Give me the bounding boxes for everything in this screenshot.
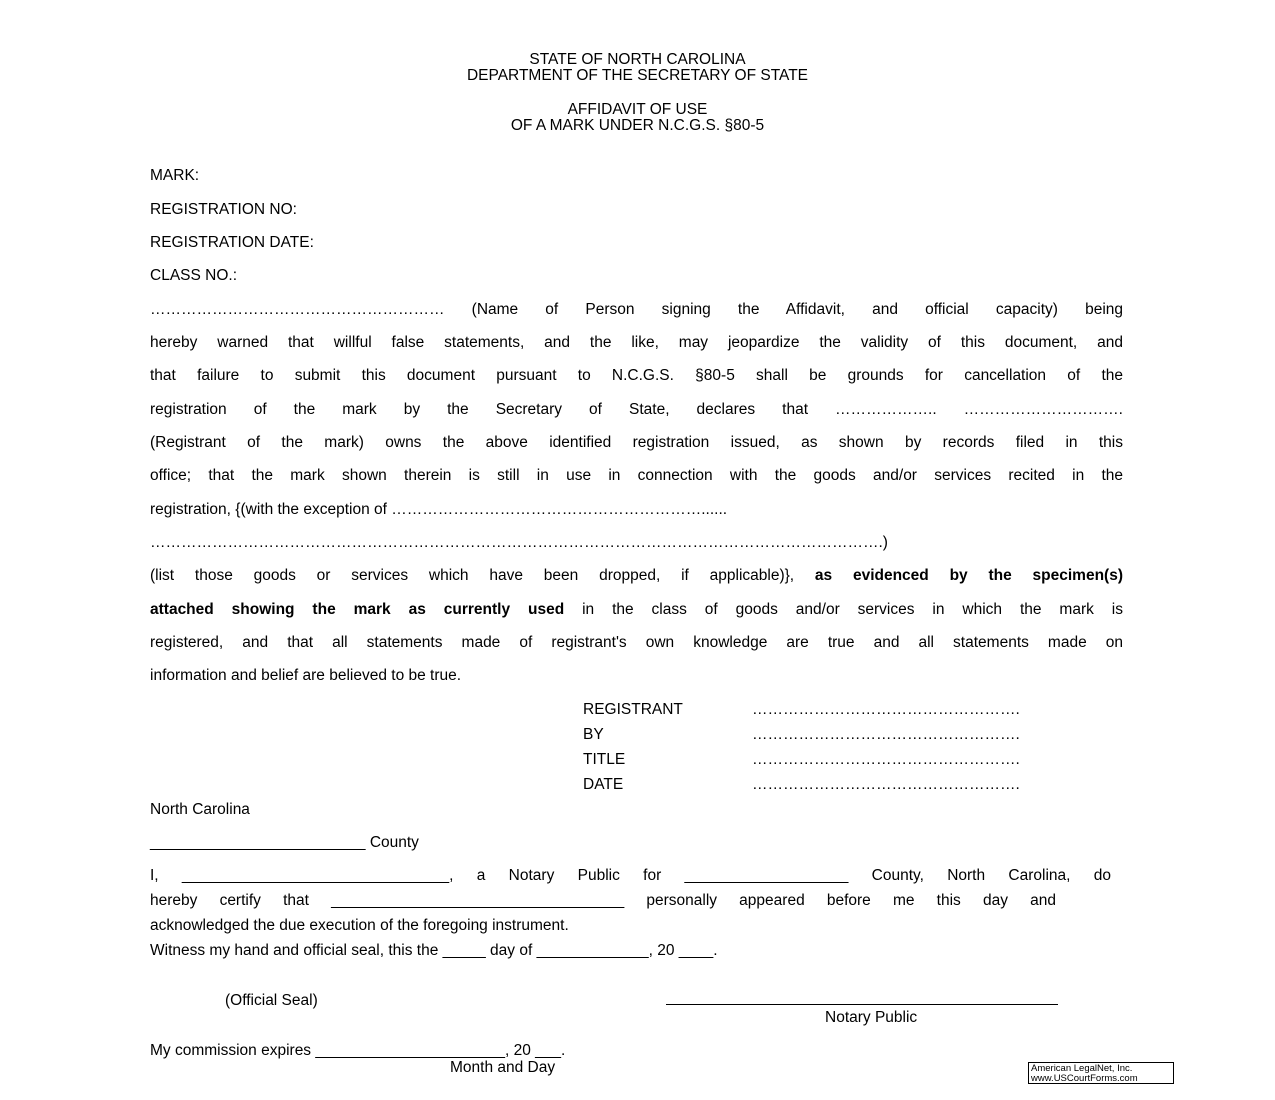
month-and-day-label: Month and Day	[450, 1059, 556, 1076]
sig-label-title: TITLE	[583, 751, 626, 768]
body-line: …………………………………………………………………………………………………………………………….)	[150, 534, 888, 551]
document-title: AFFIDAVIT OF USE	[567, 101, 708, 118]
sig-label-registrant: REGISTRANT	[583, 701, 683, 718]
sig-line-registrant: …………………………………………….	[752, 701, 1020, 718]
notary-signature-line	[666, 1004, 1058, 1005]
body-line	[150, 601, 1123, 619]
notary-line: I, _______________________________, a Notary Public for ___________________ County, North Carolina, do	[150, 867, 1111, 884]
commission-expires: My commission expires ______________________, 20 ___.	[150, 1042, 566, 1059]
document-subtitle: OF A MARK UNDER N.C.G.S. §80-5	[510, 117, 765, 134]
body-line: registration of the mark by the Secretary of State, declares that ……………….. ………………………….	[150, 401, 1123, 418]
body-line	[150, 567, 1123, 585]
mark-field-label: MARK:	[150, 167, 200, 184]
notary-county: _________________________ County	[150, 834, 419, 851]
registration-no-label: REGISTRATION NO:	[150, 201, 297, 218]
sig-line-by: …………………………………………….	[752, 726, 1020, 743]
body-line: ………………………………………………… (Name of Person signing the Affidavit, and official capacity) being	[150, 301, 1123, 318]
body-line: registration, {(with the exception of ……………………………………………………......	[150, 501, 728, 518]
body-line: information and belief are believed to be true.	[150, 667, 462, 684]
body-line: that failure to submit this document pursuant to N.C.G.S. §80-5 shall be grounds for cancellation of the	[150, 367, 1123, 384]
body-line: registered, and that all statements made of registrant's own knowledge are true and all statements made on	[150, 634, 1123, 651]
class-no-label: CLASS NO.:	[150, 267, 237, 284]
body-line: hereby warned that willful false statements, and the like, may jeopardize the validity of this document, and	[150, 334, 1123, 351]
notary-witness-line: Witness my hand and official seal, this the _____ day of _____________, 20 ____.	[150, 942, 718, 959]
body-text: in the class of goods and/or services in which the mark is	[582, 601, 1123, 618]
notary-state: North Carolina	[150, 801, 250, 818]
body-text: (list those goods or services which have been dropped, if applicable)},	[150, 567, 795, 584]
notary-line: acknowledged the due execution of the foregoing instrument.	[150, 917, 569, 934]
body-line: (Registrant of the mark) owns the above identified registration issued, as shown by records filed in this	[150, 434, 1123, 451]
publisher-stamp	[1028, 1062, 1174, 1084]
notary-line: hereby certify that __________________________________ personally appeared before me this day and	[150, 892, 1056, 909]
header-state: STATE OF NORTH CAROLINA	[529, 51, 746, 68]
registration-date-label: REGISTRATION DATE:	[150, 234, 314, 251]
publisher-url: www.USCourtForms.com	[1031, 1073, 1138, 1084]
body-bold-text: attached showing the mark as currently used	[150, 601, 565, 618]
body-bold-text: as evidenced by the specimen(s)	[814, 567, 1123, 584]
official-seal-label: (Official Seal)	[225, 992, 318, 1009]
sig-line-title: …………………………………………….	[752, 751, 1020, 768]
sig-label-date: DATE	[583, 776, 624, 793]
sig-line-date: …………………………………………….	[752, 776, 1020, 793]
header-department: DEPARTMENT OF THE SECRETARY OF STATE	[466, 67, 809, 84]
notary-public-label: Notary Public	[825, 1009, 918, 1026]
publisher-name: American LegalNet, Inc.	[1031, 1063, 1133, 1074]
body-line: office; that the mark shown therein is still in use in connection with the goods and/or services recited in the	[150, 467, 1123, 484]
sig-label-by: BY	[583, 726, 604, 743]
